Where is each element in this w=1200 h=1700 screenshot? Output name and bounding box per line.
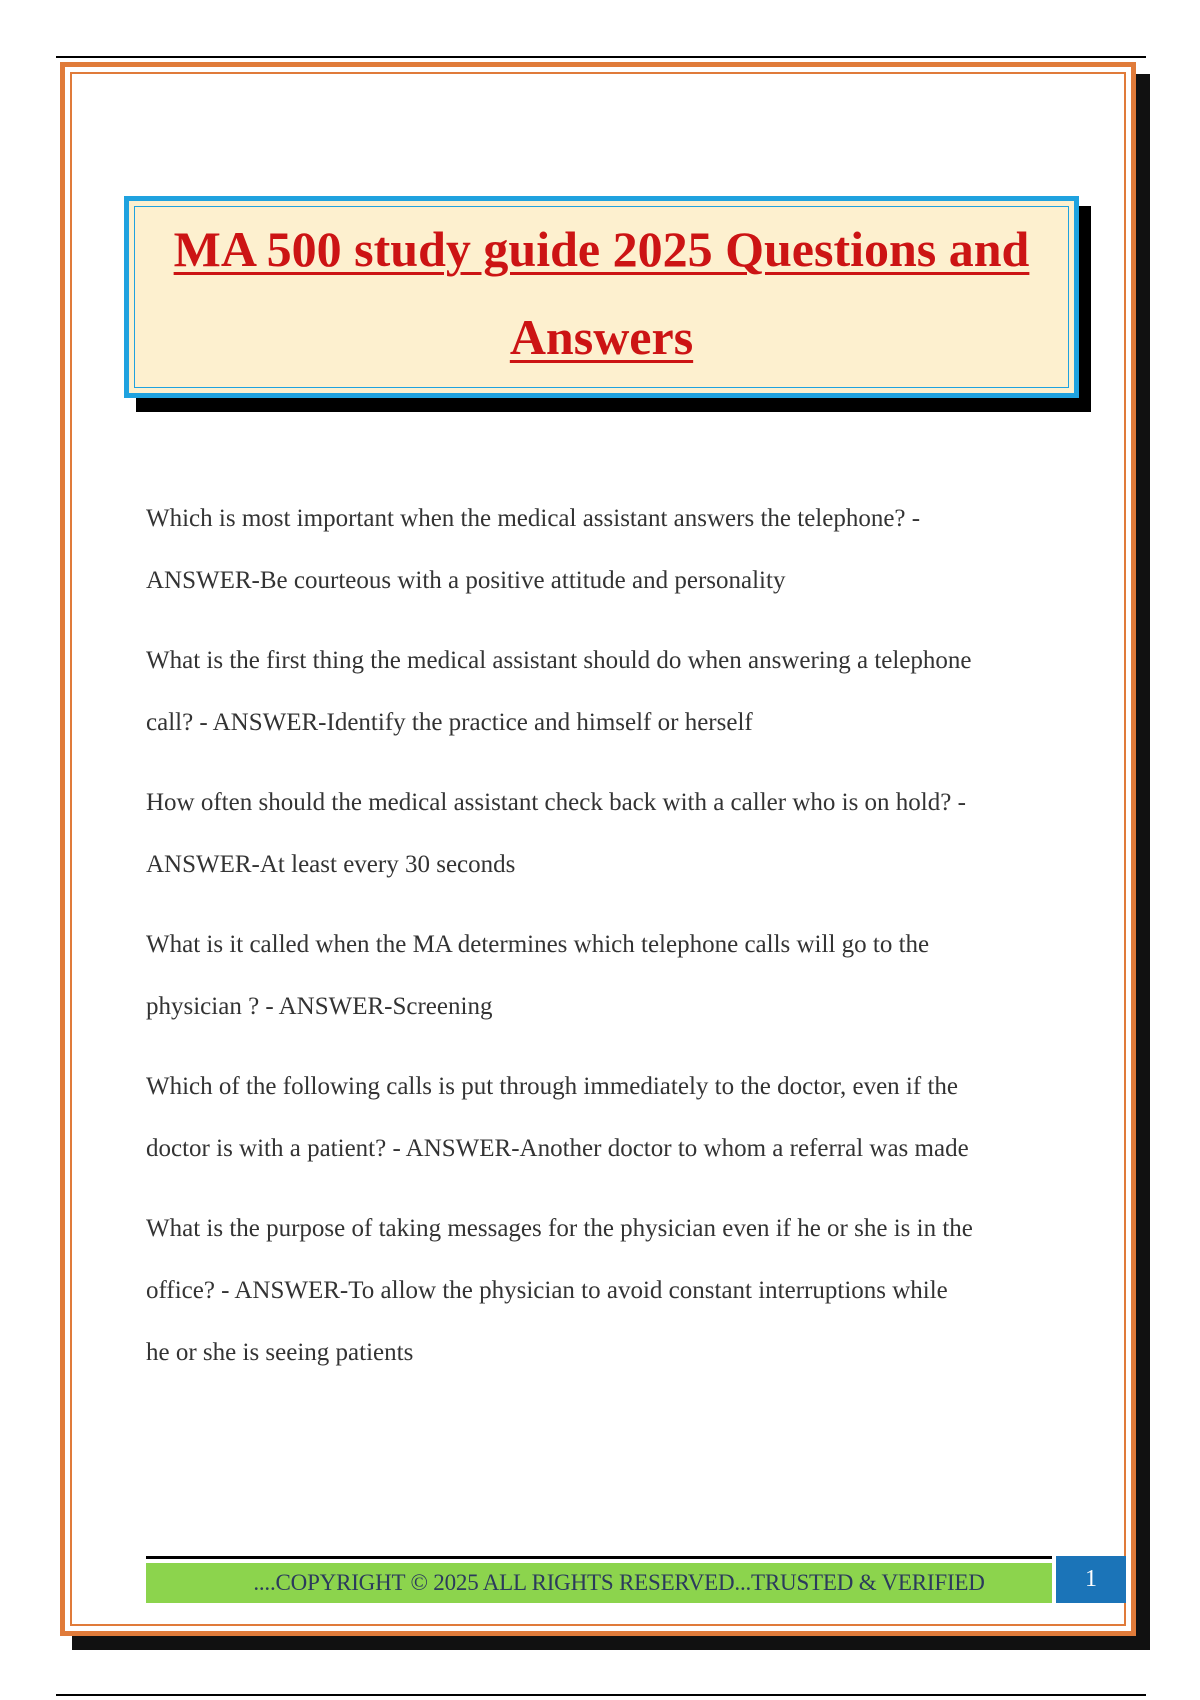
footer-bar xyxy=(146,1563,1052,1603)
bottom-rule xyxy=(56,1694,1146,1696)
qa-list xyxy=(146,488,1066,1402)
qa-line: What is it called when the MA determines which telephone calls will go to the xyxy=(146,931,930,958)
qa-item xyxy=(146,772,1066,896)
qa-line: ANSWER-At least every 30 seconds xyxy=(146,851,516,878)
qa-line: office? - ANSWER-To allow the physician to avoid constant interruptions while xyxy=(146,1277,948,1304)
qa-item xyxy=(146,914,1066,1038)
qa-line: Which is most important when the medical assistant answers the telephone? - xyxy=(146,505,921,532)
qa-line: ANSWER-Be courteous with a positive attitude and personality xyxy=(146,567,786,594)
qa-line: What is the first thing the medical assistant should do when answering a telephone xyxy=(146,647,972,674)
page-number-box xyxy=(1056,1556,1126,1603)
qa-line: physician ? - ANSWER-Screening xyxy=(146,993,493,1020)
qa-line: he or she is seeing patients xyxy=(146,1339,414,1366)
qa-line: What is the purpose of taking messages for the physician even if he or she is in the xyxy=(146,1215,973,1242)
qa-line: call? - ANSWER-Identify the practice and himself or herself xyxy=(146,709,753,736)
footer-rule xyxy=(146,1556,1052,1559)
document-title-line-1: MA 500 study guide 2025 Questions and xyxy=(173,221,1030,277)
title-box xyxy=(124,196,1079,398)
qa-item xyxy=(146,488,1066,612)
document-title-line-2: Answers xyxy=(509,309,694,365)
qa-line: doctor is with a patient? - ANSWER-Another doctor to whom a referral was made xyxy=(146,1135,969,1162)
top-rule xyxy=(56,56,1146,58)
qa-item xyxy=(146,1198,1066,1384)
qa-line: How often should the medical assistant check back with a caller who is on hold? - xyxy=(146,789,966,816)
copyright-text: ....COPYRIGHT © 2025 ALL RIGHTS RESERVED...TRUSTED & VERIFIED xyxy=(253,1570,985,1595)
document-title xyxy=(149,205,1054,381)
qa-item xyxy=(146,630,1066,754)
qa-line: Which of the following calls is put through immediately to the doctor, even if the xyxy=(146,1073,958,1100)
qa-item xyxy=(146,1056,1066,1180)
page-number: 1 xyxy=(1085,1566,1097,1592)
